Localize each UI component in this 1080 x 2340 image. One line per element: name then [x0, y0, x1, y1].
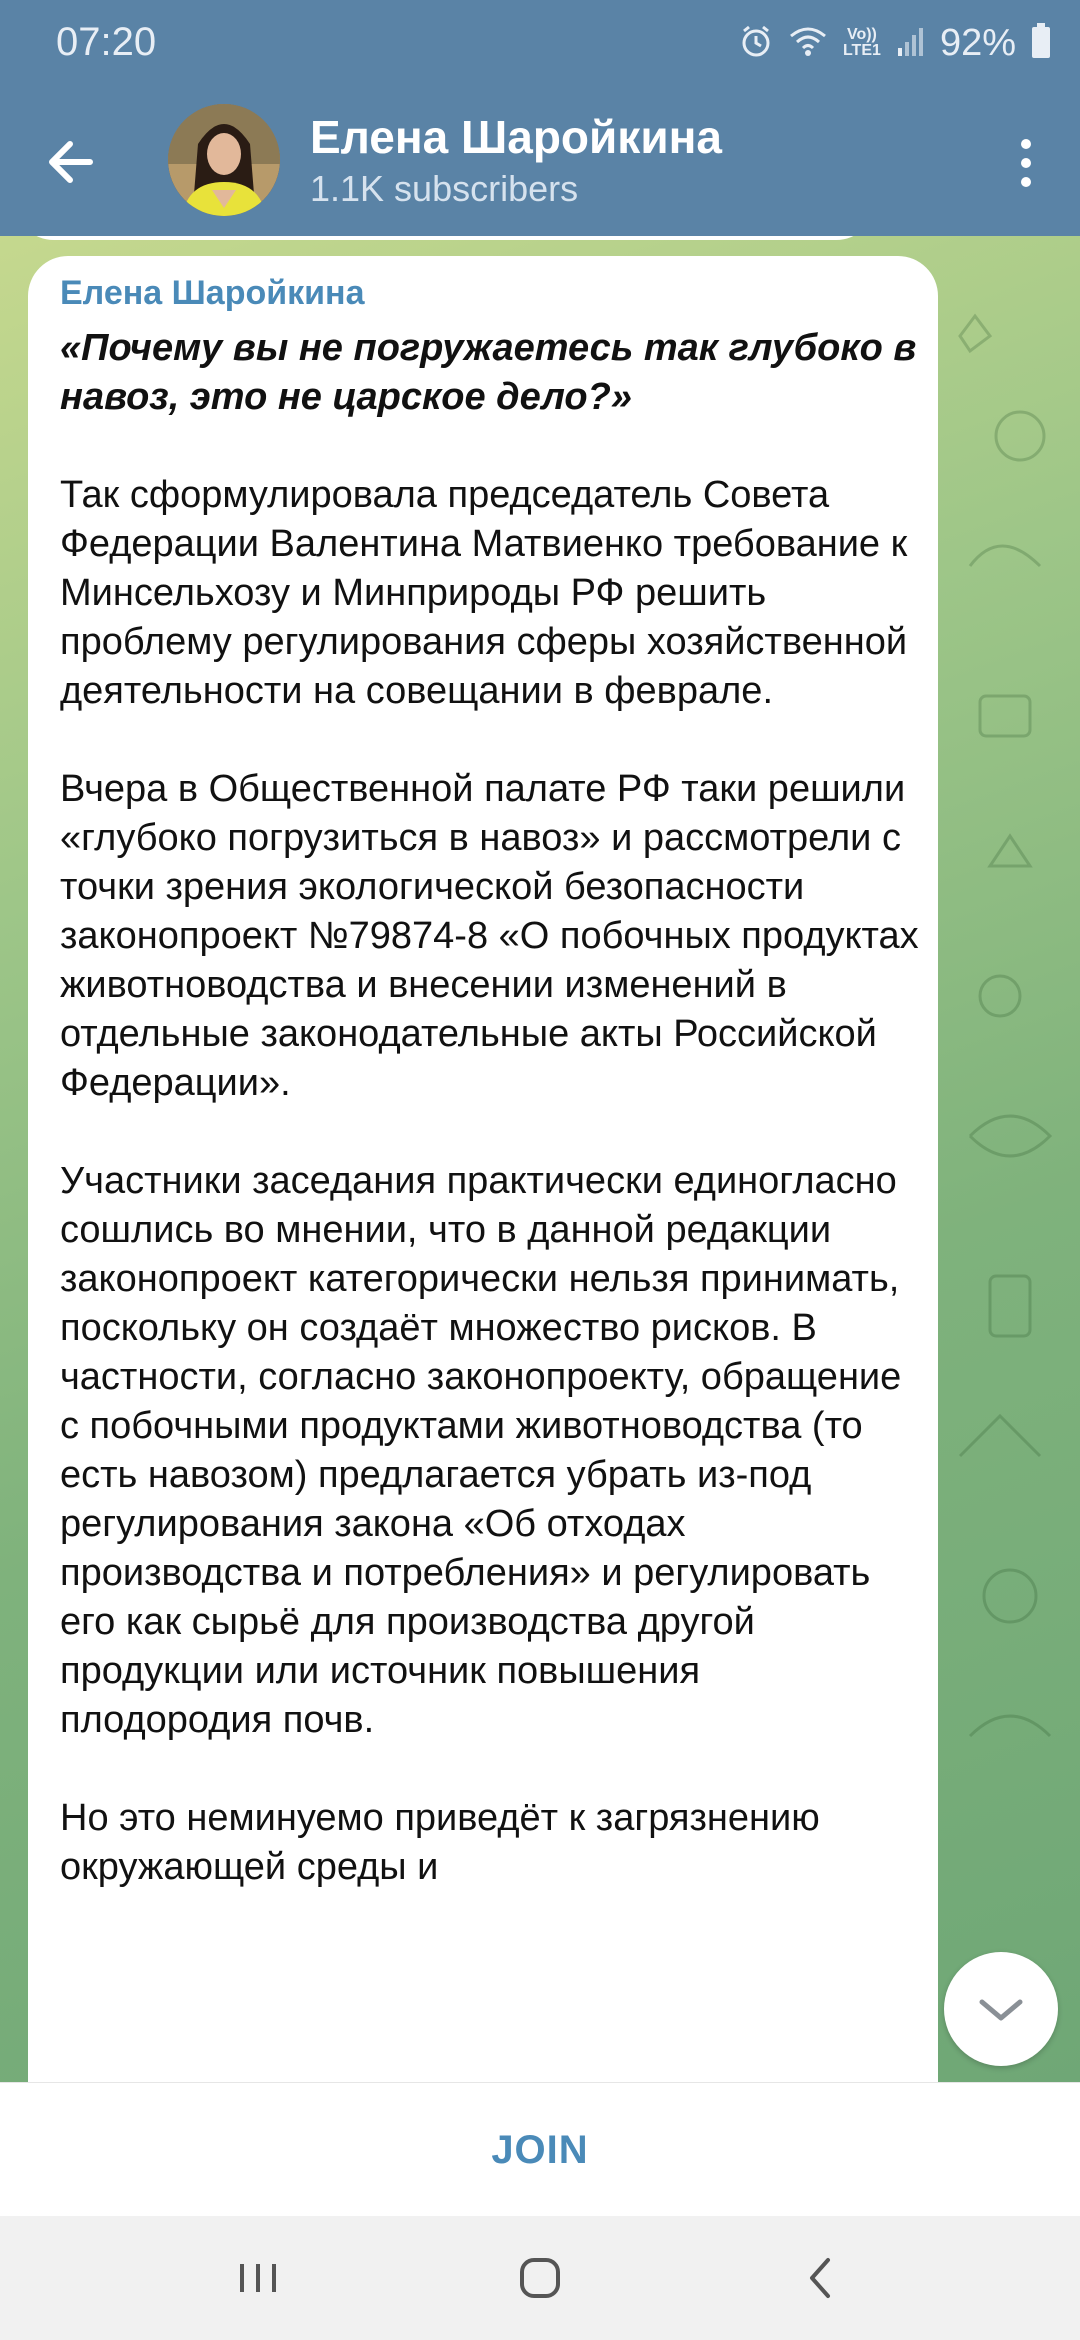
wifi-icon [788, 24, 828, 63]
avatar[interactable] [168, 104, 280, 216]
alarm-icon [738, 23, 774, 64]
chat-background[interactable] [0, 236, 1080, 2082]
back-button[interactable] [40, 130, 104, 194]
status-icons [738, 18, 1052, 68]
channel-header [0, 88, 1080, 236]
message-bubble[interactable] [28, 256, 938, 2082]
previous-message-edge [14, 236, 876, 240]
kebab-menu-icon [996, 128, 1056, 198]
recents-button[interactable] [218, 2246, 298, 2310]
doodle-pattern [940, 276, 1080, 1876]
join-button[interactable]: JOIN [491, 2127, 589, 2172]
scroll-down-button[interactable] [944, 1952, 1058, 2066]
chevron-left-icon [780, 2246, 860, 2310]
join-bar [0, 2082, 1080, 2217]
system-back-button[interactable] [780, 2246, 860, 2310]
menu-button[interactable] [996, 128, 1056, 198]
message-paragraph: Так сформулировала председатель Совета Федерации Валентина Матвиенко требование к Минсельхозу и Минприроды РФ решить проблему регулирования сферы хозяйственной деятельности на совещании в феврале. [60, 474, 908, 712]
subscriber-count: 1.1K subscribers [310, 168, 579, 209]
battery-percent: 92% [939, 21, 1016, 64]
signal-icon [896, 24, 926, 63]
message-paragraph: Вчера в Общественной палате РФ таки решили «глубоко погрузиться в навоз» и рассмотрели с точки зрения экологической безопасности законопроект №79874-8 «О побочных продуктах животноводства и внесении изменений в отдельные законодательные акты Российской Федерации». [60, 768, 919, 1104]
message-sender[interactable]: Елена Шаройкина [60, 274, 365, 312]
message-quote: «Почему вы не погружаетесь так глубоко в навоз, это не царское дело?» [60, 327, 917, 418]
arrow-left-icon [40, 130, 104, 194]
battery-icon [1030, 23, 1052, 64]
status-bar [0, 0, 1080, 88]
chevron-down-icon [944, 1952, 1058, 2066]
status-time: 07:20 [56, 20, 157, 64]
system-nav-bar [0, 2216, 1080, 2340]
network-label: Vo)) LTE1 [842, 26, 881, 59]
home-icon [500, 2246, 580, 2310]
message-text [60, 324, 920, 1941]
message-paragraph: Участники заседания практически единогласно сошлись во мнении, что в данной редакции законопроект категорически нельзя принимать, поскольку он создаёт множество рисков. В частности, согласно законопроекту, обращение с побочными продуктами животноводства (то есть навозом) предлагается убрать из-под регулирования закона «Об отходах производства и потребления» и регулировать его как сырьё для производства другой продукции или источник повышения плодородия почв. [60, 1160, 902, 1741]
home-button[interactable] [500, 2246, 580, 2310]
message-paragraph: Но это неминуемо приведёт к загрязнению окружающей среды и [60, 1797, 820, 1888]
channel-title[interactable]: Елена Шаройкина [310, 111, 722, 163]
recents-icon [218, 2246, 298, 2310]
